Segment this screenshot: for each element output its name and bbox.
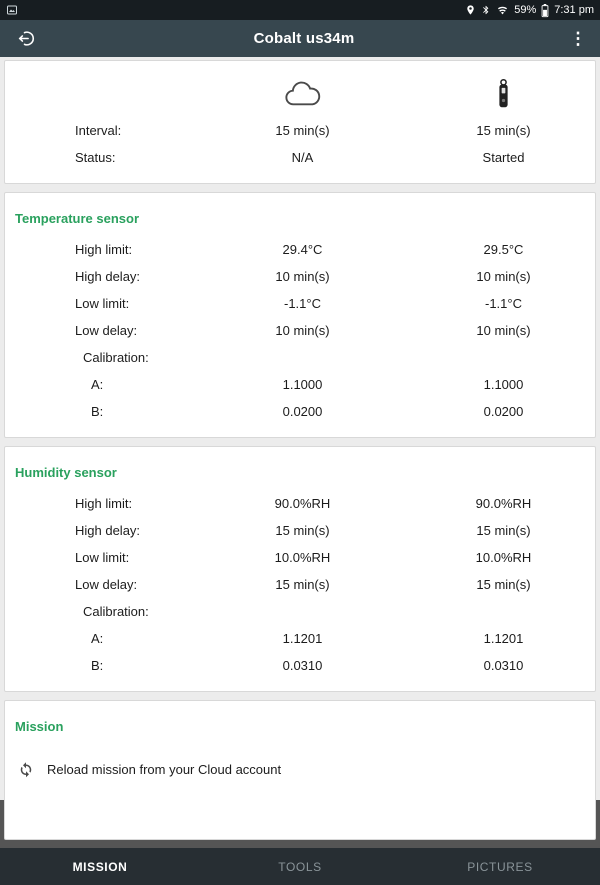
row-value-device: 29.5°C (483, 242, 524, 257)
sync-icon (17, 760, 35, 778)
row-label: A: (91, 377, 104, 392)
row-value-cloud: 15 min(s) (275, 123, 330, 138)
row-value-device: 15 min(s) (476, 523, 531, 538)
row-value-device: 1.1000 (483, 377, 524, 392)
row-label: High limit: (75, 496, 133, 511)
row-value-cloud: 15 min(s) (275, 577, 330, 592)
temperature-card-title: Temperature sensor (15, 211, 140, 226)
row-label: Low limit: (75, 550, 130, 565)
table-row (5, 117, 595, 144)
row-value-cloud: 10 min(s) (275, 269, 330, 284)
table-row (5, 544, 595, 571)
row-value-cloud: 0.0310 (282, 658, 323, 673)
page-title: Cobalt us34m (253, 30, 355, 47)
row-value-cloud: 0.0200 (282, 404, 323, 419)
row-label: Low delay: (75, 323, 138, 338)
exit-circle-icon[interactable] (10, 23, 42, 55)
tab-pictures[interactable]: PICTURES (467, 859, 533, 874)
wifi-icon (496, 5, 509, 16)
mission-card (4, 700, 596, 840)
table-row (5, 290, 595, 317)
row-value-device: 10 min(s) (476, 269, 531, 284)
row-value-cloud: 15 min(s) (275, 523, 330, 538)
row-value-device: 15 min(s) (476, 577, 531, 592)
tab-tools[interactable]: TOOLS (278, 859, 322, 874)
logger-icon (410, 78, 597, 110)
row-label: High delay: (75, 269, 141, 284)
row-value-device: 1.1201 (483, 631, 524, 646)
table-row (5, 571, 595, 598)
table-row (5, 317, 595, 344)
summary-card (4, 60, 596, 184)
row-label: Interval: (75, 123, 122, 138)
notification-icon (6, 4, 18, 16)
table-row (5, 490, 595, 517)
row-value-device: 10.0%RH (475, 550, 532, 565)
row-value-cloud: 29.4°C (282, 242, 323, 257)
row-label: Status: (75, 150, 116, 165)
bottom-nav (0, 848, 600, 885)
row-value-device: 0.0310 (483, 658, 524, 673)
mission-card-title: Mission (15, 719, 64, 734)
cloud-icon (195, 81, 410, 107)
clock-time: 7:31 pm (554, 4, 594, 16)
battery-icon (541, 4, 549, 17)
row-label: B: (91, 658, 104, 673)
summary-icon-row (5, 67, 595, 117)
table-row (5, 344, 595, 371)
table-row (5, 652, 595, 679)
row-label: Calibration: (83, 604, 149, 619)
row-value-device: -1.1°C (485, 296, 522, 311)
row-label: A: (91, 631, 104, 646)
row-value-cloud: 90.0%RH (274, 496, 331, 511)
table-row (5, 598, 595, 625)
row-label: Low delay: (75, 577, 138, 592)
table-row (5, 517, 595, 544)
row-value-device: 90.0%RH (475, 496, 532, 511)
table-row (5, 236, 595, 263)
temperature-card (4, 192, 596, 438)
status-bar (0, 0, 600, 20)
app-bar (0, 20, 600, 57)
humidity-card (4, 446, 596, 692)
row-value-device: 15 min(s) (476, 123, 531, 138)
table-row (5, 398, 595, 425)
table-row (5, 263, 595, 290)
table-row (5, 625, 595, 652)
row-value-cloud: -1.1°C (284, 296, 321, 311)
row-value-cloud: 10 min(s) (275, 323, 330, 338)
location-icon (465, 4, 476, 16)
row-value-device: 10 min(s) (476, 323, 531, 338)
reload-mission-label: Reload mission from your Cloud account (47, 761, 282, 777)
row-value-cloud: 1.1201 (282, 631, 323, 646)
humidity-card-title: Humidity sensor (15, 465, 117, 480)
reload-mission-button[interactable] (5, 744, 595, 784)
row-value-cloud: 10.0%RH (274, 550, 331, 565)
bluetooth-icon (481, 4, 491, 16)
overflow-menu-icon[interactable]: ⋮ (569, 28, 587, 48)
row-label: High limit: (75, 242, 133, 257)
row-value-device: 0.0200 (483, 404, 524, 419)
row-label: B: (91, 404, 104, 419)
row-value-device: Started (482, 150, 525, 165)
row-value-cloud: N/A (291, 150, 314, 165)
content (0, 57, 600, 848)
battery-percent: 59% (514, 4, 537, 16)
row-label: Calibration: (83, 350, 149, 365)
tab-mission[interactable]: MISSION (72, 859, 128, 874)
table-row (5, 371, 595, 398)
table-row (5, 144, 595, 171)
row-label: Low limit: (75, 296, 130, 311)
row-value-cloud: 1.1000 (282, 377, 323, 392)
row-label: High delay: (75, 523, 141, 538)
